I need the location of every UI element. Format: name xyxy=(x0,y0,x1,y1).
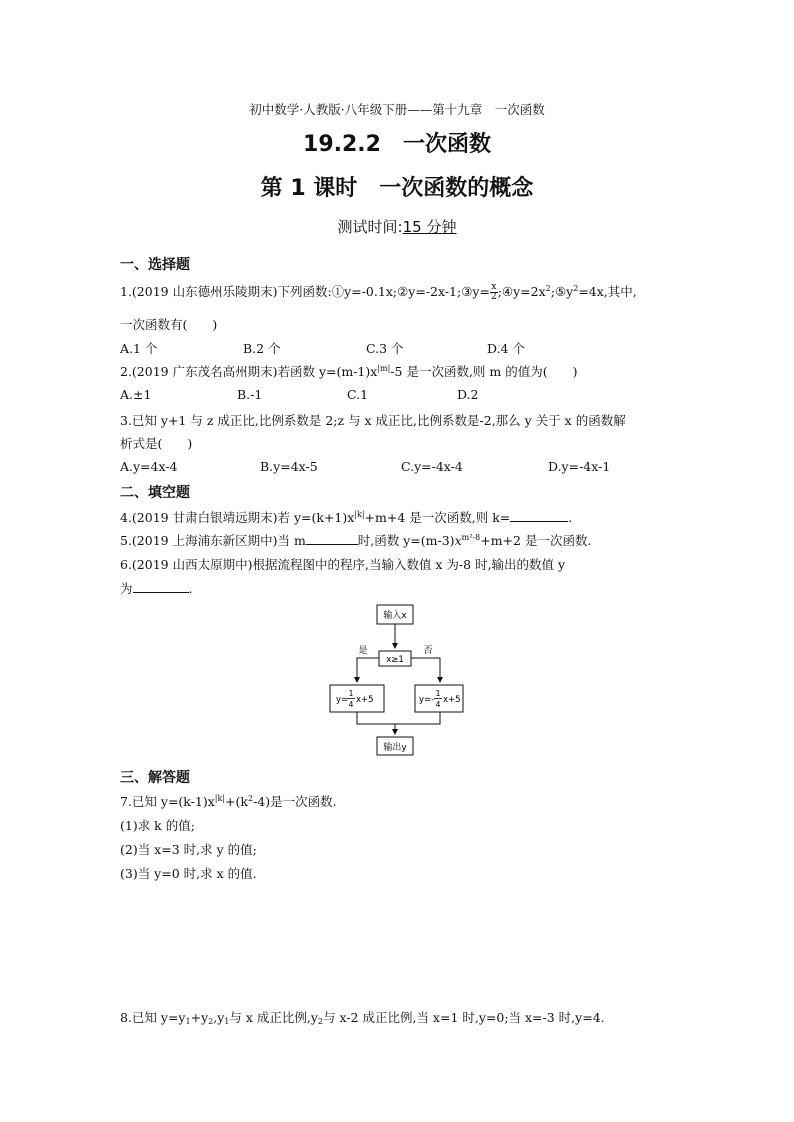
flowchart-output-label: 输出y xyxy=(383,743,407,753)
q3-option-a[interactable]: A.y=4x-4 xyxy=(120,459,178,474)
section-choice: 一、选择题 xyxy=(120,257,190,273)
q2-option-a[interactable]: A.±1 xyxy=(120,387,152,402)
q5-stem: 5.(2019 上海浦东新区期中)当 m 时,函数 $y=(m-3)x^{m^2-8}+m+2$ 是一次函数. xyxy=(120,533,592,548)
test-time xyxy=(0,216,794,237)
flowchart-arrow-no xyxy=(411,658,440,682)
q6-stem: 6.(2019 山西太原期中)根据流程图中的程序,当输入数值 x 为-8 时,输出的数值 y xyxy=(120,557,566,572)
q3-option-c[interactable]: C.y=-4x-4 xyxy=(401,459,463,474)
flowchart-right-suffix: x+5 xyxy=(443,695,461,705)
q8-stem: 8.已知 $y=y_1+y_2,y_1$与 x 成正比例$,y_2$与 x-2 成正比例,当 x=1 时,y=0;当 x=-3 时,y=4. xyxy=(120,1010,605,1026)
q7-part-3: (3)当 y=0 时,求 x 的值. xyxy=(120,866,257,881)
flowchart-no-label: 否 xyxy=(423,646,433,656)
q7-part-2: (2)当 x=3 时,求 y 的值; xyxy=(120,842,257,857)
q1-stem: 1.(2019 山东德州乐陵期末)下列函数:①y=-0.1x;②y=-2x-1;③y= $\frac{x}{2}$ $;④y=2x^2;⑤y^2=4x$,其中, xyxy=(120,282,637,302)
q3-option-b[interactable]: B.y=4x-5 xyxy=(260,459,318,474)
q6-stem-line2: 为 . xyxy=(120,581,193,596)
q2-option-d[interactable]: D.2 xyxy=(457,387,479,402)
fraction: $\frac{x}{2}$ xyxy=(490,282,497,302)
q5-answer-blank[interactable] xyxy=(306,532,358,545)
section-title: 19.2.2 一次函数 xyxy=(303,132,491,157)
q3-stem-line2: 析式是( ) xyxy=(120,436,193,451)
q1-option-a[interactable]: A.1 个 xyxy=(120,341,158,356)
flowchart-left-num: 1 xyxy=(348,689,354,698)
flowchart-merge-line xyxy=(357,712,440,724)
flowchart-yes-label: 是 xyxy=(358,646,368,656)
q1-option-d[interactable]: D.4 个 xyxy=(487,341,525,356)
flowchart-condition-label: x≥1 xyxy=(386,655,404,665)
section-answer: 三、解答题 xyxy=(120,770,190,786)
q4-stem: 4.(2019 甘肃白银靖远期末)若 $y=(k+1)x^{|k|}+m+4$ 是一次函数,则 k= . xyxy=(120,510,573,525)
q4-answer-blank[interactable] xyxy=(510,509,568,522)
q2-stem: 2.(2019 广东茂名高州期末)若函数 $y=(m-1)x^{|m|}-5$ 是一次函数,则 m 的值为( ) xyxy=(120,364,578,379)
q1-stem-line2: 一次函数有( ) xyxy=(120,317,218,332)
flowchart-left-suffix: x+5 xyxy=(356,695,374,705)
q2-option-c[interactable]: C.1 xyxy=(347,387,369,402)
flowchart-input-label: 输入x xyxy=(383,611,407,621)
flowchart-arrow-yes xyxy=(357,658,379,682)
q1-option-c[interactable]: C.3 个 xyxy=(366,341,404,356)
q3-option-d[interactable]: D.y=-4x-1 xyxy=(548,459,611,474)
flowchart-right-num: 1 xyxy=(435,689,441,698)
q7-stem: 7.已知 $y=(k-1)x^{|k|}+(k^2-4)$是一次函数. xyxy=(120,794,337,809)
page-header: 初中数学·人教版·八年级下册——第十九章 一次函数 xyxy=(249,102,545,117)
test-time-label: 测试时间: xyxy=(337,218,403,236)
lesson-title: 第 1 课时 一次函数的概念 xyxy=(260,176,534,201)
flowchart-right-den: 4 xyxy=(435,700,441,709)
q7-part-1: (1)求 k 的值; xyxy=(120,818,195,833)
flowchart-left-den: 4 xyxy=(348,700,354,709)
q1-option-b[interactable]: B.2 个 xyxy=(243,341,281,356)
flowchart-left-prefix: y= xyxy=(336,695,349,705)
flowchart xyxy=(320,600,470,760)
section-fill: 二、填空题 xyxy=(120,485,190,501)
q3-stem: 3.已知 y+1 与 z 成正比,比例系数是 2;z 与 x 成正比,比例系数是-2,那么 y 关于 x 的函数解 xyxy=(120,413,626,428)
q6-answer-blank[interactable] xyxy=(133,580,189,593)
flowchart-right-prefix: y=- xyxy=(419,695,435,705)
q2-option-b[interactable]: B.-1 xyxy=(237,387,263,402)
test-time-value: 15 分钟 xyxy=(402,218,457,236)
